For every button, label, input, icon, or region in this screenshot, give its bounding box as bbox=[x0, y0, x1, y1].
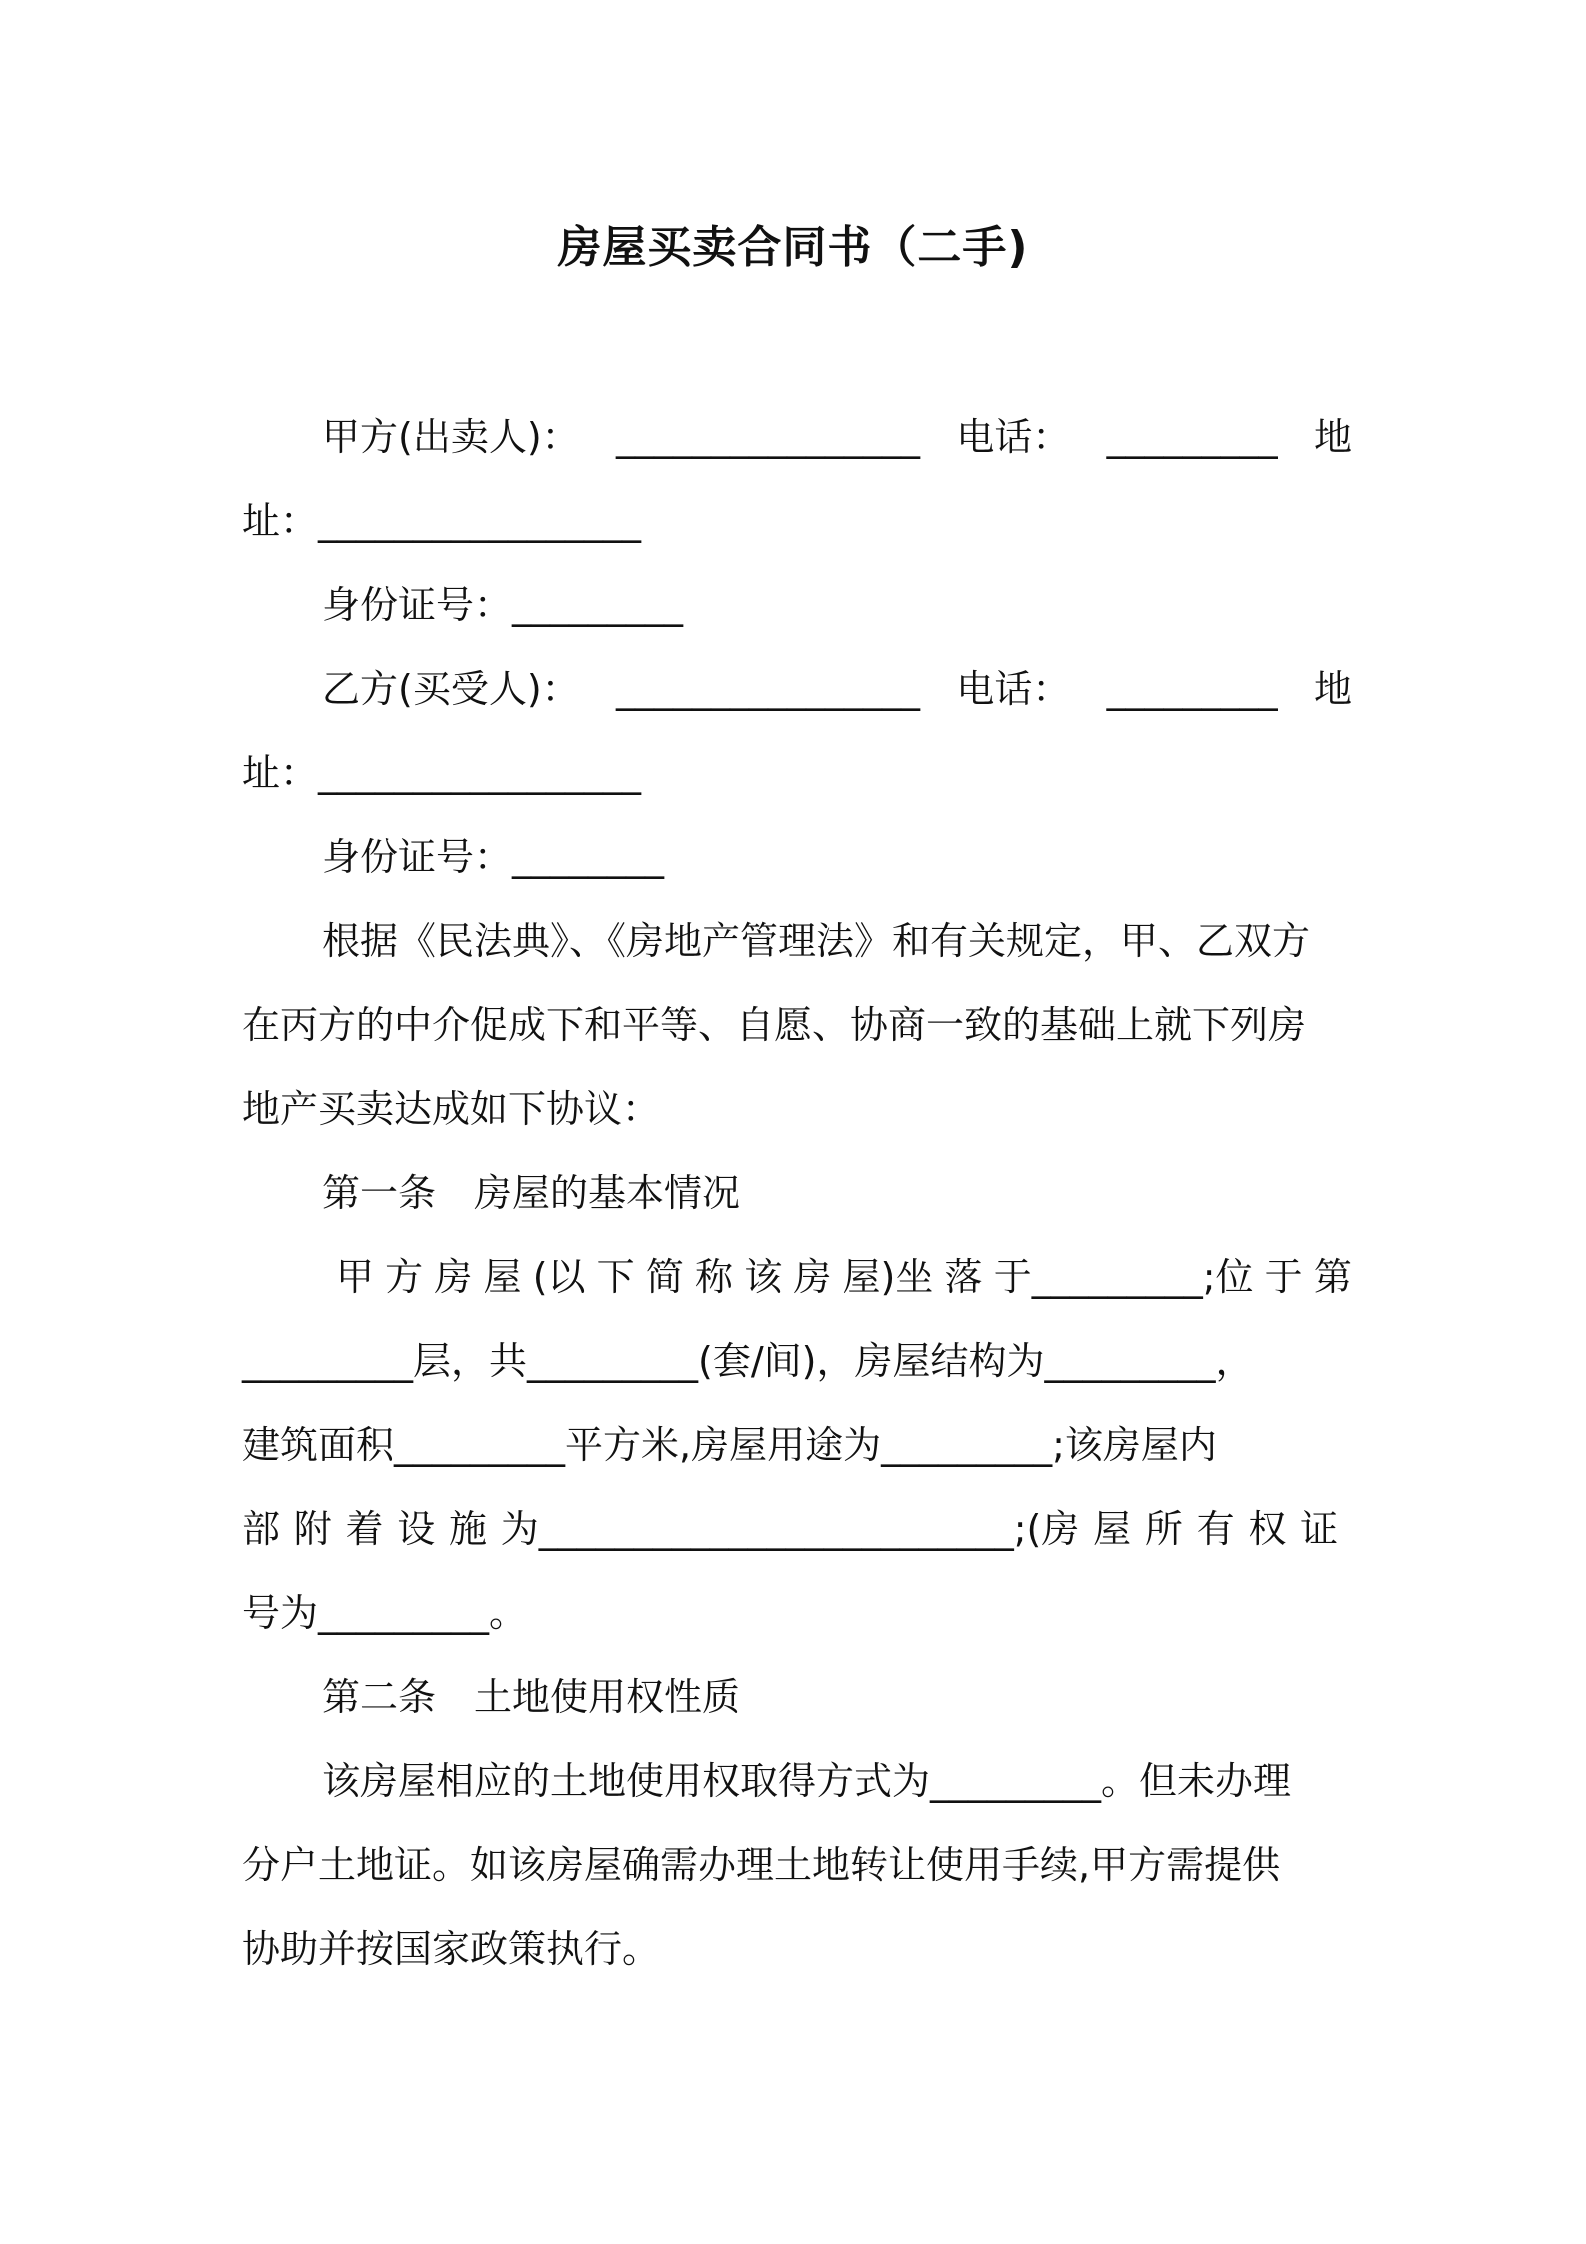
text-run: 附 bbox=[293, 1507, 332, 1551]
text-run: 甲 bbox=[336, 1255, 375, 1299]
party-b-id-line: 身份证号：________ bbox=[322, 835, 665, 879]
page-title: 房屋买卖合同书（二手) bbox=[557, 222, 1029, 273]
party-a-phone-blank: _________ bbox=[1106, 415, 1278, 459]
text-run: 简 bbox=[645, 1255, 684, 1299]
text-run: 所 bbox=[1144, 1507, 1183, 1551]
party-b-label: 乙方(买受人)： bbox=[322, 667, 580, 711]
text-run: 房 bbox=[434, 1255, 473, 1299]
text-run: 有 bbox=[1196, 1507, 1235, 1551]
text-run: 屋 bbox=[1093, 1507, 1132, 1551]
party-a-line bbox=[322, 412, 1352, 462]
text-run: 称 bbox=[695, 1255, 734, 1299]
text-run: 权 bbox=[1248, 1507, 1287, 1551]
text-run: 于_________;位 bbox=[993, 1255, 1254, 1299]
party-b-name-blank: ________________ bbox=[615, 667, 920, 711]
preamble-line: 在丙方的中介促成下和平等、自愿、协商一致的基础上就下列房 bbox=[242, 1003, 1307, 1047]
text-run: 下 bbox=[596, 1255, 635, 1299]
party-b-address-line: 址：_________________ bbox=[242, 751, 642, 795]
article-1-line: 建筑面积_________平方米,房屋用途为_________;该房屋内 bbox=[242, 1423, 1217, 1467]
article-1-heading: 第一条 房屋的基本情况 bbox=[322, 1171, 741, 1215]
party-b-address-label-start: 地 bbox=[1313, 667, 1352, 711]
party-a-phone-label: 电话： bbox=[956, 415, 1071, 459]
article-1-line bbox=[242, 1504, 1352, 1554]
text-run: 屋 bbox=[483, 1255, 522, 1299]
text-run: 为_________________________;(房 bbox=[500, 1507, 1080, 1551]
text-run: 落 bbox=[944, 1255, 983, 1299]
text-run: 于 bbox=[1264, 1255, 1303, 1299]
party-a-id-line: 身份证号：_________ bbox=[322, 583, 684, 627]
preamble-line: 根据《民法典》、《房地产管理法》和有关规定，甲、乙双方 bbox=[322, 919, 1311, 963]
text-run: 房 bbox=[793, 1255, 832, 1299]
article-2-heading: 第二条 土地使用权性质 bbox=[322, 1675, 741, 1719]
text-run: (以 bbox=[532, 1255, 586, 1299]
party-a-address-label-start: 地 bbox=[1313, 415, 1352, 459]
text-run: 方 bbox=[385, 1255, 424, 1299]
text-run: 该 bbox=[744, 1255, 783, 1299]
party-a-address-line: 址：_________________ bbox=[242, 499, 642, 543]
text-run: 部 bbox=[242, 1507, 281, 1551]
party-b-phone-label: 电话： bbox=[956, 667, 1071, 711]
article-2-line: 协助并按国家政策执行。 bbox=[242, 1927, 661, 1971]
article-2-line: 分户土地证。如该房屋确需办理土地转让使用手续,甲方需提供 bbox=[242, 1843, 1281, 1887]
text-run: 屋)坐 bbox=[842, 1255, 934, 1299]
party-a-name-blank: ________________ bbox=[615, 415, 920, 459]
article-1-line bbox=[336, 1252, 1352, 1302]
text-run: 证 bbox=[1300, 1507, 1339, 1551]
article-1-line: 号为_________。 bbox=[242, 1591, 528, 1635]
text-run: 着 bbox=[345, 1507, 384, 1551]
article-2-line: 该房屋相应的土地使用权取得方式为_________。但未办理 bbox=[322, 1759, 1292, 1803]
text-run: 第 bbox=[1313, 1255, 1352, 1299]
text-run: 设 bbox=[397, 1507, 436, 1551]
text-run: 施 bbox=[449, 1507, 488, 1551]
party-b-line bbox=[322, 664, 1352, 714]
party-a-label: 甲方(出卖人)： bbox=[322, 415, 580, 459]
article-1-line: _________层，共_________(套/间)，房屋结构为_________， bbox=[242, 1339, 1254, 1383]
preamble-line: 地产买卖达成如下协议： bbox=[242, 1087, 661, 1131]
party-b-phone-blank: _________ bbox=[1106, 667, 1278, 711]
